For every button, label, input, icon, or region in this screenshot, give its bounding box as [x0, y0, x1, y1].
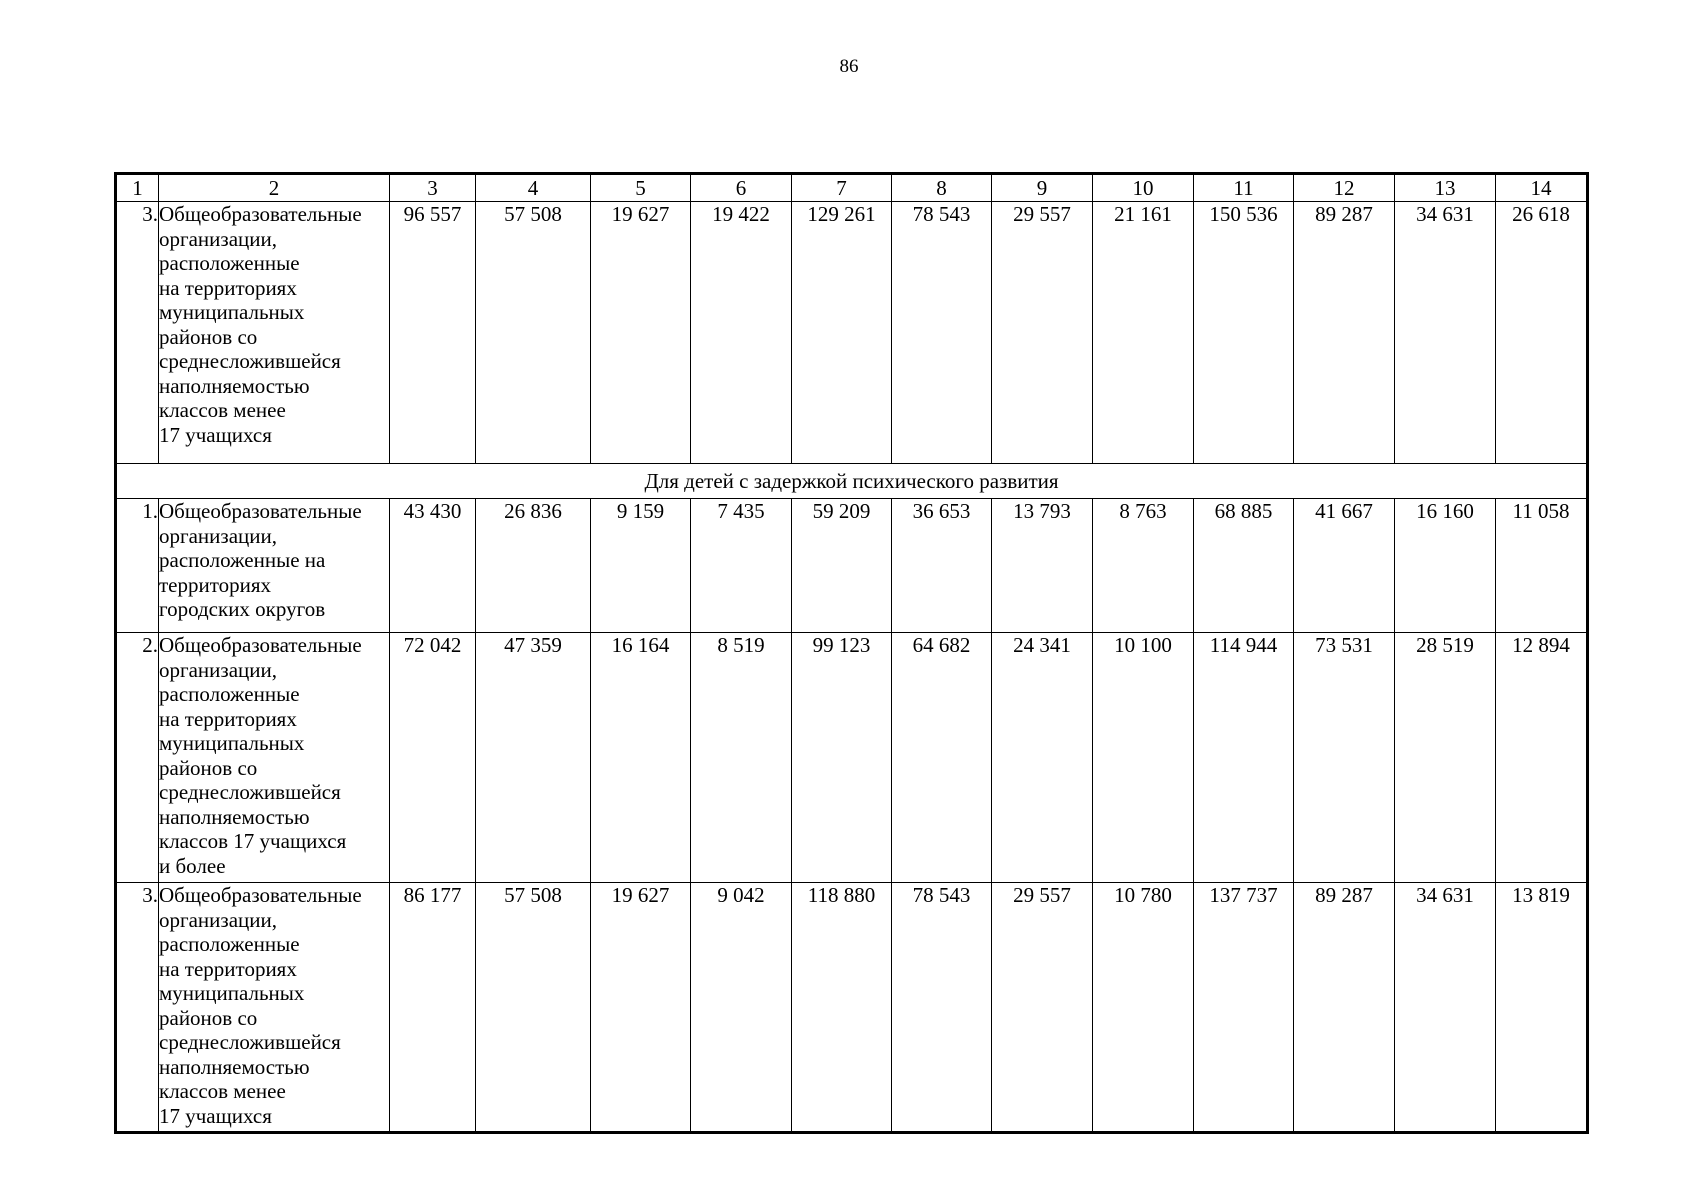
- table-cell: 41 667: [1294, 499, 1395, 633]
- table-cell: 19 627: [591, 202, 691, 464]
- table-cell: 26 618: [1496, 202, 1588, 464]
- table-row: [116, 883, 1588, 1133]
- table-cell: 10 100: [1093, 633, 1194, 883]
- table-cell: 68 885: [1194, 499, 1294, 633]
- table-row: [116, 202, 1588, 464]
- table-cell: 78 543: [892, 202, 992, 464]
- row-index: 1.: [116, 499, 159, 633]
- table-cell: 16 164: [591, 633, 691, 883]
- table-cell: 99 123: [792, 633, 892, 883]
- table-cell: 11 058: [1496, 499, 1588, 633]
- table-cell: 57 508: [476, 202, 591, 464]
- table-cell: 36 653: [892, 499, 992, 633]
- row-description: Общеобразовательные организации, расположенные на территориях муниципальных районов со среднесложившейся наполняемостью классов менее 17 учащихся: [159, 883, 390, 1133]
- row-index: 3.: [116, 883, 159, 1133]
- column-header: 13: [1395, 174, 1496, 202]
- column-header: 4: [476, 174, 591, 202]
- column-header: 7: [792, 174, 892, 202]
- table-row: [116, 633, 1588, 883]
- table-cell: 29 557: [992, 202, 1093, 464]
- section-row: [116, 464, 1588, 499]
- table-cell: 59 209: [792, 499, 892, 633]
- table-cell: 137 737: [1194, 883, 1294, 1133]
- table-cell: 89 287: [1294, 883, 1395, 1133]
- table-cell: 86 177: [390, 883, 476, 1133]
- column-header: 3: [390, 174, 476, 202]
- table-cell: 9 042: [691, 883, 792, 1133]
- column-header: 12: [1294, 174, 1395, 202]
- table-cell: 129 261: [792, 202, 892, 464]
- table-cell: 21 161: [1093, 202, 1194, 464]
- table-cell: 47 359: [476, 633, 591, 883]
- table-row: [116, 499, 1588, 633]
- column-header: 9: [992, 174, 1093, 202]
- table-cell: 12 894: [1496, 633, 1588, 883]
- table-cell: 72 042: [390, 633, 476, 883]
- row-description: Общеобразовательные организации, расположенные на территориях городских округов: [159, 499, 390, 633]
- table-cell: 114 944: [1194, 633, 1294, 883]
- table-cell: 16 160: [1395, 499, 1496, 633]
- header-row: [116, 174, 1588, 202]
- table-cell: 8 519: [691, 633, 792, 883]
- table-cell: 24 341: [992, 633, 1093, 883]
- table-cell: 43 430: [390, 499, 476, 633]
- table-cell: 29 557: [992, 883, 1093, 1133]
- table-cell: 64 682: [892, 633, 992, 883]
- table-cell: 73 531: [1294, 633, 1395, 883]
- table-cell: 34 631: [1395, 883, 1496, 1133]
- table-cell: 57 508: [476, 883, 591, 1133]
- column-header: 11: [1194, 174, 1294, 202]
- table-cell: 96 557: [390, 202, 476, 464]
- table-cell: 19 627: [591, 883, 691, 1133]
- table-cell: 13 819: [1496, 883, 1588, 1133]
- table-cell: 9 159: [591, 499, 691, 633]
- row-description: Общеобразовательные организации, расположенные на территориях муниципальных районов со среднесложившейся наполняемостью классов менее 17 учащихся: [159, 202, 390, 464]
- row-index: 2.: [116, 633, 159, 883]
- table-cell: 13 793: [992, 499, 1093, 633]
- row-description: Общеобразовательные организации, расположенные на территориях муниципальных районов со среднесложившейся наполняемостью классов 17 учащихся и более: [159, 633, 390, 883]
- table-cell: 118 880: [792, 883, 892, 1133]
- section-title: Для детей с задержкой психического развития: [116, 464, 1588, 499]
- table-cell: 28 519: [1395, 633, 1496, 883]
- table-cell: 26 836: [476, 499, 591, 633]
- table-cell: 19 422: [691, 202, 792, 464]
- column-header: 10: [1093, 174, 1194, 202]
- table-cell: 78 543: [892, 883, 992, 1133]
- table-cell: 34 631: [1395, 202, 1496, 464]
- table-cell: 150 536: [1194, 202, 1294, 464]
- table-cell: 8 763: [1093, 499, 1194, 633]
- column-header: 5: [591, 174, 691, 202]
- column-header: 14: [1496, 174, 1588, 202]
- row-index: 3.: [116, 202, 159, 464]
- table-cell: 7 435: [691, 499, 792, 633]
- column-header: 2: [159, 174, 390, 202]
- column-header: 6: [691, 174, 792, 202]
- page-number: 86: [839, 56, 859, 77]
- table-cell: 10 780: [1093, 883, 1194, 1133]
- column-header: 1: [116, 174, 159, 202]
- column-header: 8: [892, 174, 992, 202]
- data-table: [114, 172, 1589, 1134]
- table-cell: 89 287: [1294, 202, 1395, 464]
